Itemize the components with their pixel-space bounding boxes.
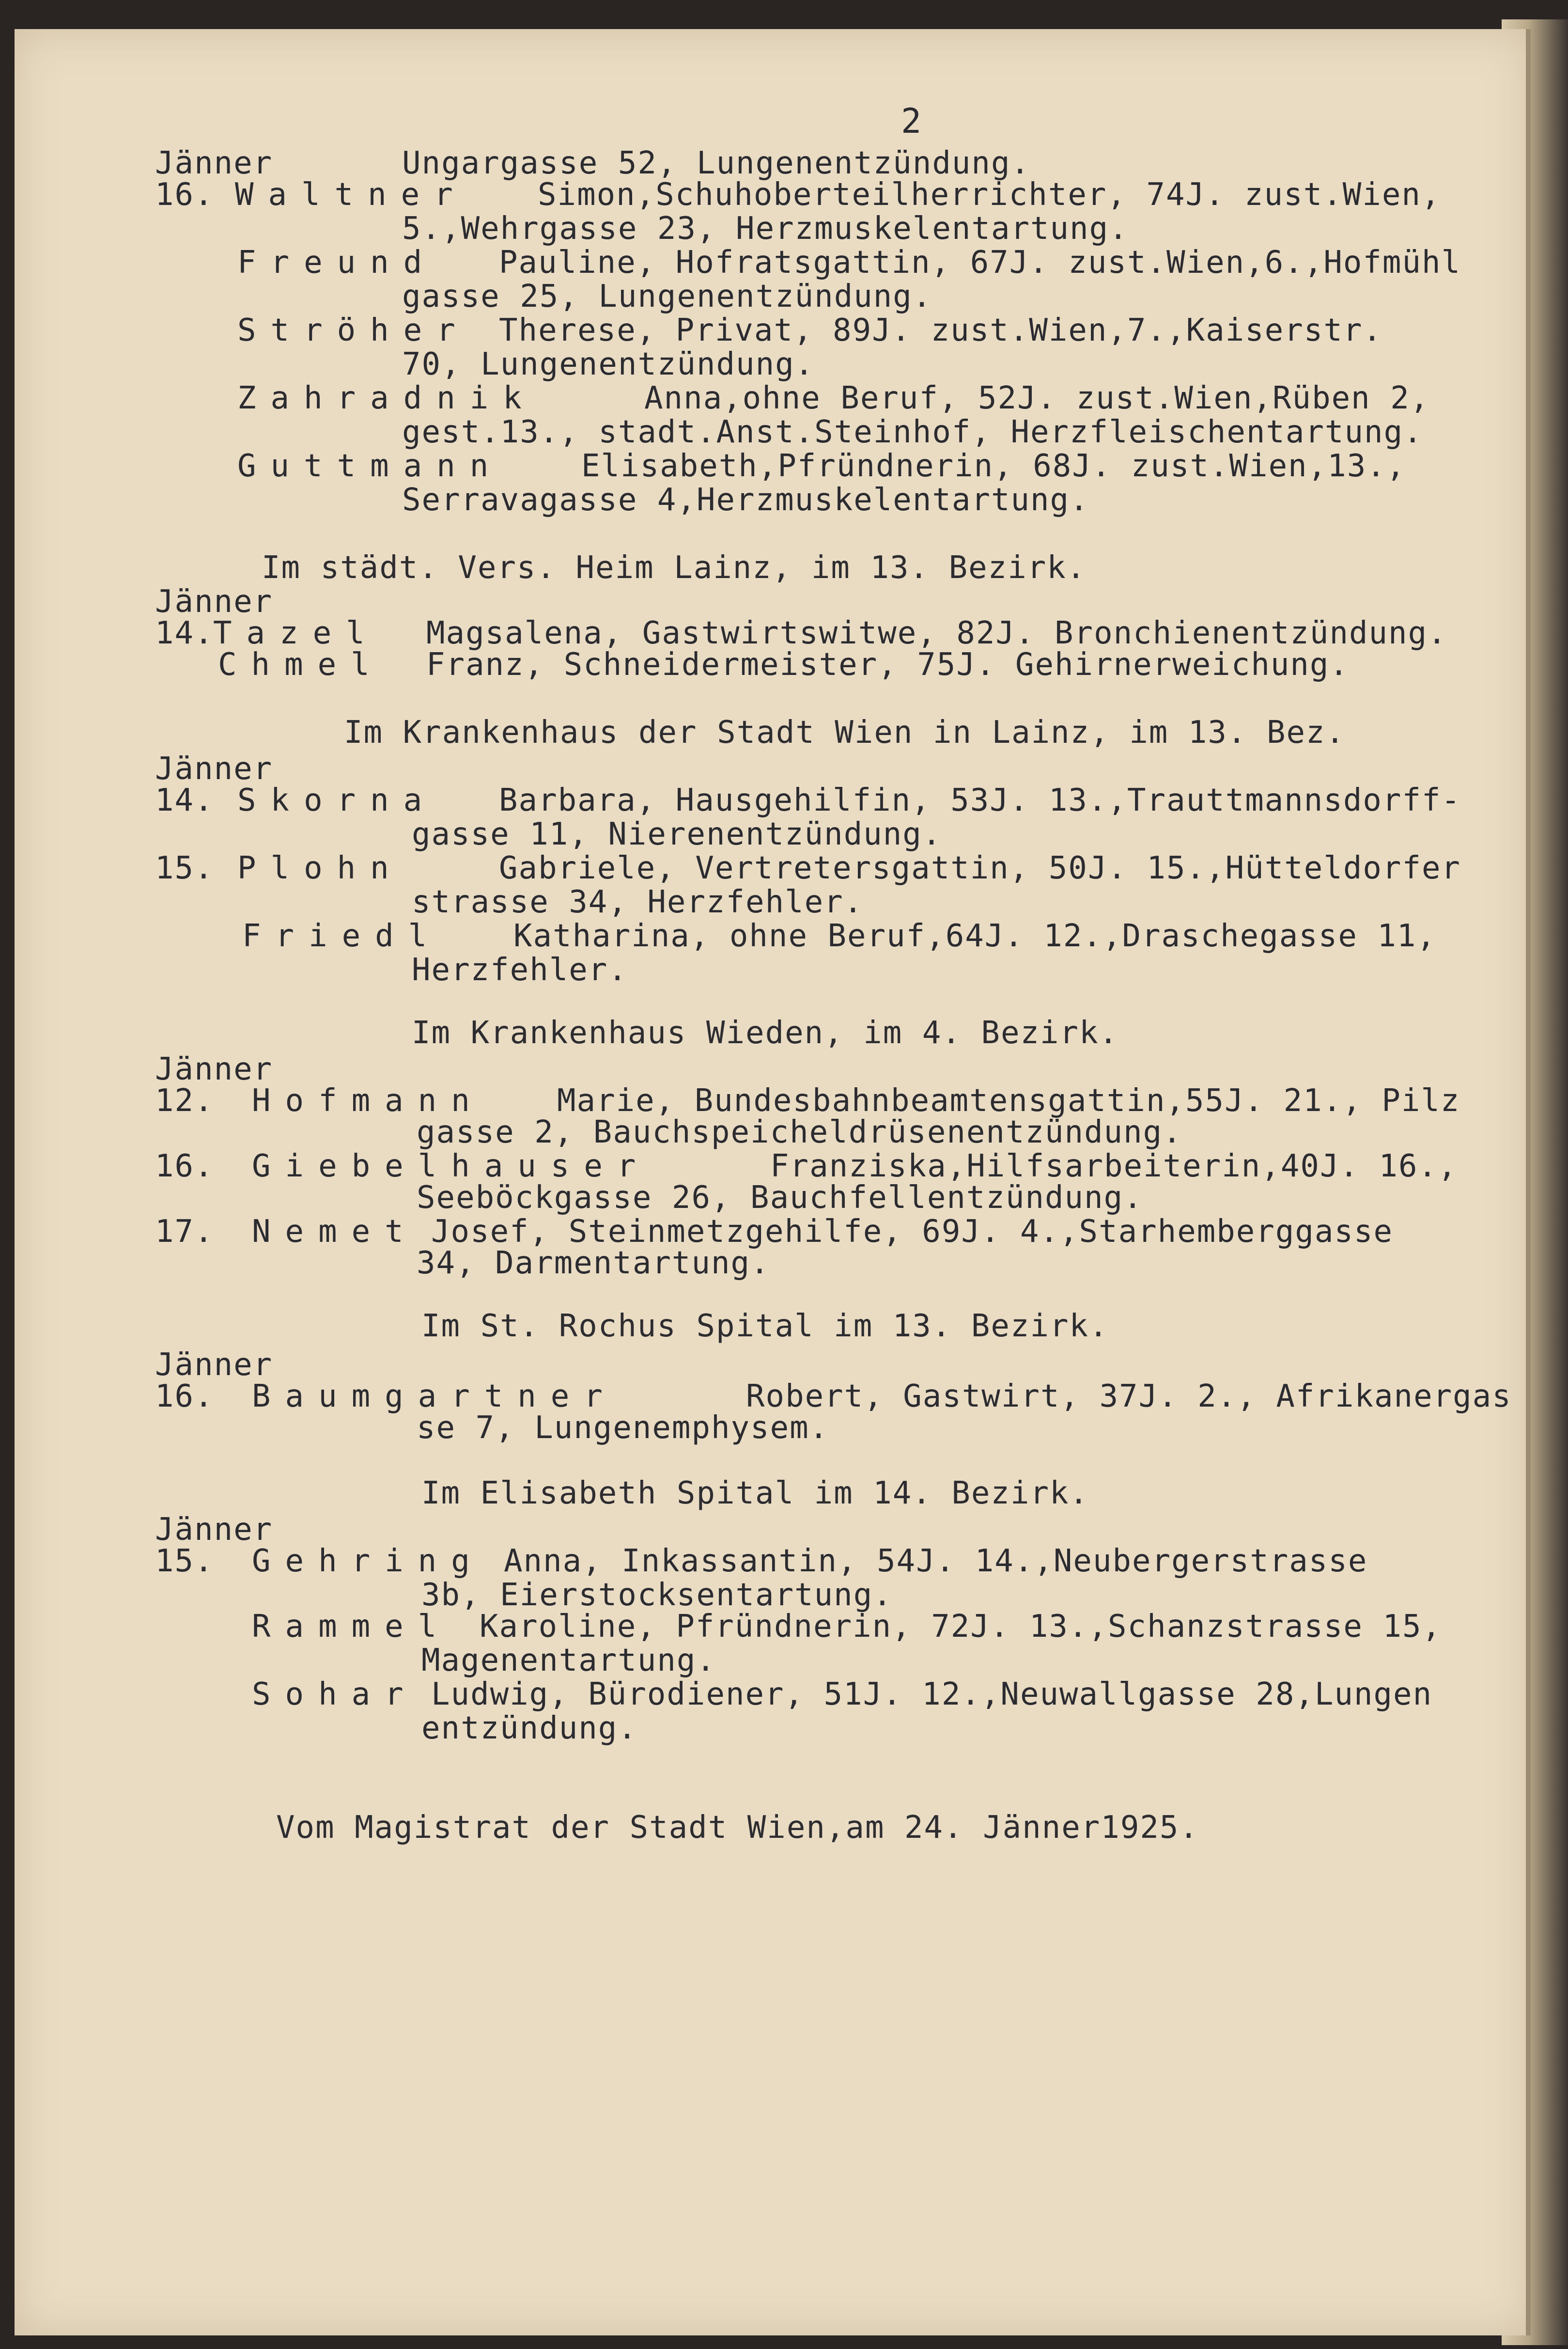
entry-surname: Plohn [237, 850, 404, 886]
entry-day: 17. [155, 1214, 214, 1250]
entry-surname: Freund [237, 245, 437, 281]
entry-details: Anna, Inkassantin, 54J. 14.,Neubergerstrasse [504, 1543, 1368, 1579]
month-label: Jänner [155, 751, 273, 787]
section-heading: Im Krankenhaus Wieden, im 4. Bezirk. [412, 1015, 1119, 1051]
entry-surname: Friedl [242, 918, 442, 954]
entry-details-continued: strasse 34, Herzfehler. [412, 884, 864, 920]
entry-details-continued: Seeböckgasse 26, Bauchfellentzündung. [417, 1180, 1143, 1216]
entry-day: 16. [155, 1378, 214, 1414]
footer-signature-line: Vom Magistrat der Stadt Wien,am 24. Jänner1925. [276, 1810, 1199, 1846]
section-heading: Im städt. Vers. Heim Lainz, im 13. Bezirk. [262, 550, 1087, 586]
entry-details-continued: 3b, Eierstocksentartung. [421, 1577, 893, 1613]
entry-details: Marie, Bundesbahnbeamtensgattin,55J. 21., Pilz [557, 1083, 1460, 1119]
entry-surname: Baumgartner [252, 1378, 617, 1414]
entry-surname: Zahradnik [237, 380, 536, 416]
month-label: Jänner [155, 1051, 273, 1087]
entry-continuation: Ungargasse 52, Lungenentzündung. [402, 145, 1030, 181]
entry-surname: Chmel [218, 647, 384, 683]
entry-details-continued: gest.13., stadt.Anst.Steinhof, Herzfleischentartung. [402, 414, 1423, 450]
entry-day: 14. [155, 783, 214, 818]
entry-details: Franziska,Hilfsarbeiterin,40J. 16., [770, 1148, 1458, 1184]
entry-day: 12. [155, 1083, 214, 1119]
entry-details-continued: gasse 25, Lungenentzündung. [402, 279, 932, 314]
entry-details: Karoline, Pfründnerin, 72J. 13.,Schanzstrasse 15, [480, 1609, 1442, 1644]
entry-details-continued: gasse 2, Bauchspeicheldrüsenentzündung. [417, 1114, 1182, 1150]
entry-surname: Giebelhauser [252, 1148, 651, 1184]
entry-details-continued: Magenentartung. [421, 1643, 716, 1678]
entry-day: 16. [155, 177, 214, 213]
entry-surname: Tazel [213, 615, 379, 651]
entry-details: Franz, Schneidermeister, 75J. Gehirnerweichung. [426, 647, 1349, 683]
entry-day: 15. [155, 850, 214, 886]
entry-details-continued: 5.,Wehrgasse 23, Herzmuskelentartung. [402, 211, 1129, 247]
entry-surname: Hofmann [252, 1083, 484, 1119]
month-label: Jänner [155, 1347, 273, 1383]
entry-details: Robert, Gastwirt, 37J. 2., Afrikanergas [746, 1378, 1512, 1414]
entry-surname: Gehring [252, 1543, 484, 1579]
section-heading: Im Krankenhaus der Stadt Wien in Lainz, im 13. Bez. [344, 715, 1346, 751]
entry-surname: Guttmann [237, 448, 503, 484]
entry-surname: Nemet [252, 1214, 418, 1250]
entry-surname: Ströher [237, 313, 470, 348]
entry-details-continued: 34, Darmentartung. [417, 1245, 770, 1281]
month-label: Jänner [155, 1512, 273, 1548]
entry-details: Therese, Privat, 89J. zust.Wien,7.,Kaiserstr. [499, 313, 1382, 348]
entry-details: Simon,Schuhoberteilherrichter, 74J. zust.Wien, [538, 177, 1441, 213]
entry-details: Barbara, Hausgehilfin, 53J. 13.,Trauttmannsdorff- [499, 783, 1461, 818]
entry-details: Katharina, ohne Beruf,64J. 12.,Draschegasse 11, [513, 918, 1436, 954]
month-label: Jänner [155, 584, 273, 620]
section-heading: Im St. Rochus Spital im 13. Bezirk. [421, 1308, 1109, 1344]
entry-day: 15. [155, 1543, 214, 1579]
entry-details-continued: Serravagasse 4,Herzmuskelentartung. [402, 482, 1089, 518]
entry-details-continued: entzündung. [421, 1710, 637, 1746]
entry-details: Josef, Steinmetzgehilfe, 69J. 4.,Starhemberggasse [431, 1214, 1394, 1250]
entry-details: Elisabeth,Pfründnerin, 68J. zust.Wien,13., [581, 448, 1406, 484]
entry-details: Anna,ohne Beruf, 52J. zust.Wien,Rüben 2, [644, 380, 1430, 416]
entry-details: Gabriele, Vertretersgattin, 50J. 15.,Hütteldorfer [499, 850, 1461, 886]
entry-day: 14. [155, 615, 214, 651]
entry-surname: Waltner [235, 177, 467, 213]
entry-surname: Rammel [252, 1609, 451, 1644]
entry-day: 16. [155, 1148, 214, 1184]
page-number: 2 [901, 101, 923, 141]
entry-details: Ludwig, Bürodiener, 51J. 12.,Neuwallgasse 28,Lungen [431, 1676, 1433, 1712]
entry-details: Pauline, Hofratsgattin, 67J. zust.Wien,6.,Hofmühl [499, 245, 1461, 281]
entry-surname: Sohar [252, 1676, 418, 1712]
entry-surname: Skorna [237, 783, 437, 818]
month-label: Jänner [155, 145, 273, 181]
entry-details-continued: se 7, Lungenemphysem. [417, 1410, 829, 1446]
entry-details-continued: Herzfehler. [412, 952, 628, 988]
entry-details-continued: gasse 11, Nierenentzündung. [412, 816, 942, 852]
entry-details-continued: 70, Lungenentzündung. [402, 346, 815, 382]
section-heading: Im Elisabeth Spital im 14. Bezirk. [421, 1475, 1089, 1511]
entry-details: Magsalena, Gastwirtswitwe, 82J. Bronchienentzündung. [426, 615, 1447, 651]
page-fold [1526, 29, 1531, 2335]
